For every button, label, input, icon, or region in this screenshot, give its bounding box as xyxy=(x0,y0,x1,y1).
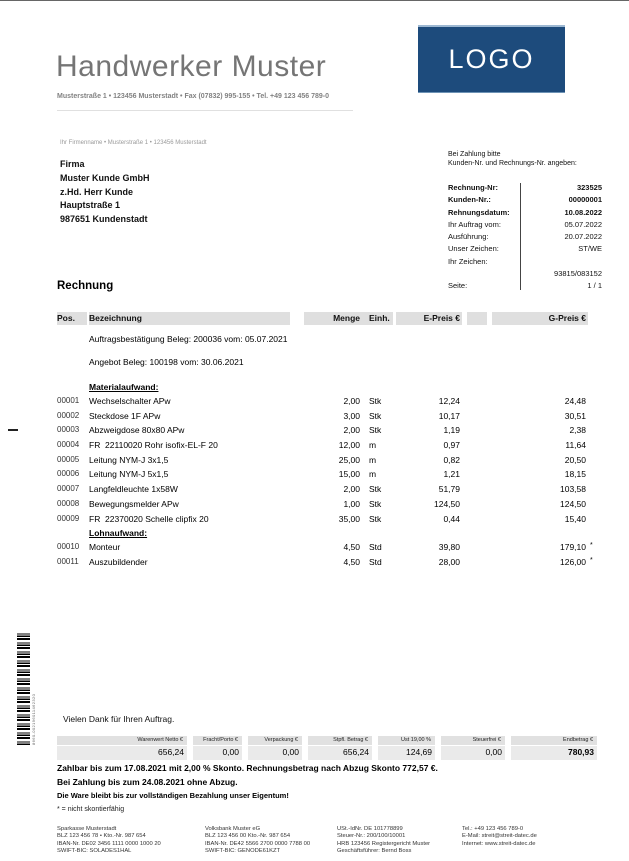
item-row xyxy=(57,555,597,570)
footer-column xyxy=(205,826,310,856)
header-gap xyxy=(290,312,304,325)
item-unit-price: 51,79 xyxy=(438,484,460,495)
col-unit-price-header: E-Preis € xyxy=(396,312,462,325)
item-unit: Stk xyxy=(369,410,382,421)
item-row xyxy=(57,423,597,438)
footer-line: Sparkasse Musterstadt xyxy=(57,826,117,832)
meta-label: Seite: xyxy=(448,281,468,291)
footer-line: Steuer-Nr.: 200/100/10001 xyxy=(337,833,406,840)
item-quantity: 3,00 xyxy=(343,410,360,421)
meta-row xyxy=(448,268,602,280)
item-mid-spacer xyxy=(462,423,492,438)
footer xyxy=(57,826,617,858)
company-logo xyxy=(418,25,565,93)
item-description: FR 22110020 Rohr isofix-EL-F 20 xyxy=(89,440,218,451)
item-description: Steckdose 1F APw xyxy=(89,410,161,421)
note-indent xyxy=(57,353,87,371)
item-description: FR 22370020 Schelle clipfix 20 xyxy=(89,513,209,524)
total-value: 0,00 xyxy=(441,746,505,760)
item-unit-price: 12,24 xyxy=(438,396,460,406)
item-unit: Stk xyxy=(369,425,382,436)
total-label: Warenwert Netto € xyxy=(57,736,187,745)
meta-value: ST/WE xyxy=(578,244,602,254)
total-cell xyxy=(511,736,597,760)
total-value: 124,69 xyxy=(378,746,435,760)
item-star-marker xyxy=(588,394,597,409)
item-mid-spacer xyxy=(462,467,492,482)
meta-row xyxy=(448,182,602,194)
footer-column xyxy=(462,826,537,848)
col-total-price-header: G-Preis € xyxy=(492,312,588,325)
recipient-line: Hauptstraße 1 xyxy=(60,200,121,211)
meta-row xyxy=(448,280,602,292)
total-cell xyxy=(193,736,242,760)
page-top-border xyxy=(0,0,629,1)
item-unit: m xyxy=(369,440,377,451)
col-description-header: Bezeichnung xyxy=(89,312,290,325)
footer-line: SWIFT-BIC: SOLADES1HAL xyxy=(57,848,132,855)
recipient-line: Firma xyxy=(60,159,85,169)
meta-value: 93815/083152 xyxy=(554,269,602,279)
meta-label: Rehnungsdatum: xyxy=(448,207,510,217)
retention-of-title-line: Die Ware bleibt bis zur vollständigen Bezahlung unser Eigentum! xyxy=(57,791,289,800)
total-label: Steuerfrei € xyxy=(441,736,505,745)
footer-line: BLZ 123 456 78 • Kto.-Nr. 987 654 xyxy=(57,833,146,840)
logo-text: LOGO xyxy=(448,44,535,74)
items-table-body xyxy=(57,330,597,570)
item-pos: 00011 xyxy=(57,556,79,566)
item-pos: 00009 xyxy=(57,513,80,523)
footer-line: HRB 123456 Registergericht Muster xyxy=(337,840,431,847)
item-mid-spacer xyxy=(462,394,492,409)
item-mid-spacer xyxy=(462,482,492,497)
item-row xyxy=(57,497,597,512)
header-divider xyxy=(57,110,353,111)
item-unit: Stk xyxy=(369,498,382,509)
item-row xyxy=(57,482,597,497)
meta-label xyxy=(448,268,518,280)
item-description: Abzweigdose 80x80 APw xyxy=(89,425,185,436)
item-star-marker xyxy=(588,482,597,497)
col-pos-header: Pos. xyxy=(57,312,87,325)
item-quantity: 12,00 xyxy=(338,440,360,451)
item-mid-spacer xyxy=(462,555,492,570)
reference-line xyxy=(57,330,597,348)
item-mid-spacer xyxy=(462,438,492,453)
footer-line: BLZ 123 456 00 Kto.-Nr. 987 654 xyxy=(205,833,291,840)
item-star-marker xyxy=(588,512,597,527)
total-value: 0,00 xyxy=(193,746,242,760)
footer-line: SWIFT-BIC: GENODE61KZT xyxy=(205,848,281,855)
meta-value: 10.08.2022 xyxy=(564,207,602,217)
total-label: Ust 19,00 % xyxy=(378,736,435,745)
item-total-price: 2,38 xyxy=(569,425,586,436)
item-unit-price: 0,97 xyxy=(443,440,460,451)
meta-label: Kunden-Nr.: xyxy=(448,195,491,205)
total-value: 780,93 xyxy=(511,746,597,760)
item-quantity: 4,50 xyxy=(343,542,360,553)
item-unit-price: 10,17 xyxy=(438,410,460,421)
item-star-marker xyxy=(588,497,597,512)
item-total-price: 179,10 xyxy=(560,542,586,553)
item-row xyxy=(57,540,597,555)
item-description: Auszubildender xyxy=(89,556,148,567)
meta-label: Ihr Auftrag vom: xyxy=(448,219,501,229)
item-star-marker: * xyxy=(590,556,593,564)
item-total-price: 18,15 xyxy=(564,469,586,480)
payment-note-line2: Kunden-Nr. und Rechnungs-Nr. angeben: xyxy=(448,159,577,167)
footer-line: IBAN-Nr. DE42 5566 2700 0000 7788 00 xyxy=(205,840,311,847)
company-name: Handwerker Muster xyxy=(56,50,327,83)
item-star-marker: * xyxy=(590,542,593,550)
meta-row xyxy=(448,231,602,243)
total-value: 656,24 xyxy=(57,746,187,760)
item-description: Bewegungsmelder APw xyxy=(89,498,179,509)
total-value: 656,24 xyxy=(308,746,372,760)
item-unit-price: 1,21 xyxy=(443,469,460,480)
item-star-marker xyxy=(588,467,597,482)
item-row xyxy=(57,409,597,424)
total-cell xyxy=(57,736,187,760)
item-pos: 00006 xyxy=(57,469,80,479)
footer-line: Internet: www.streit-datec.de xyxy=(462,840,536,847)
item-total-price: 15,40 xyxy=(564,513,586,524)
meta-value: 1 / 1 xyxy=(587,281,602,291)
meta-value: 323525 xyxy=(576,183,602,192)
totals-bar xyxy=(57,736,597,760)
items-table-header xyxy=(57,312,597,325)
meta-divider-line xyxy=(520,183,521,290)
item-description: Langfeldleuchte 1x58W xyxy=(89,484,178,495)
item-star-marker xyxy=(588,438,597,453)
recipient-line: 987651 Kundenstadt xyxy=(60,214,148,225)
terms-net-line: Bei Zahlung bis zum 24.08.2021 ohne Abzug. xyxy=(57,776,238,787)
item-star-marker xyxy=(588,453,597,468)
meta-label: Rechnung-Nr: xyxy=(448,183,498,192)
section-heading-text: Materialaufwand: xyxy=(89,382,159,392)
item-total-price: 124,50 xyxy=(560,498,586,509)
item-unit-price: 124,50 xyxy=(434,498,460,509)
item-total-price: 30,51 xyxy=(564,410,586,421)
item-quantity: 25,00 xyxy=(338,454,360,465)
terms-skonto-line: Zahlbar bis zum 17.08.2021 mit 2,00 % Skonto. Rechnungsbetrag nach Abzug Skonto 772,57 €. xyxy=(57,763,438,773)
item-total-price: 24,48 xyxy=(564,396,586,406)
item-mid-spacer xyxy=(462,453,492,468)
meta-label: Ausführung: xyxy=(448,232,489,242)
item-pos: 00004 xyxy=(57,440,80,450)
section-heading xyxy=(57,380,597,394)
item-quantity: 2,00 xyxy=(343,396,360,406)
note-indent xyxy=(57,330,87,348)
item-unit-price: 1,19 xyxy=(443,425,460,436)
meta-value xyxy=(522,256,602,268)
item-unit-price: 39,80 xyxy=(438,542,460,553)
item-description: Leitung NYM-J 3x1,5 xyxy=(89,454,169,465)
heading-indent xyxy=(57,380,87,394)
item-pos: 00008 xyxy=(57,498,80,508)
total-label: Fracht/Porto € xyxy=(193,736,242,745)
footer-line: Volksbank Muster eG xyxy=(205,826,261,832)
item-description: Leitung NYM-J 5x1,5 xyxy=(89,469,169,480)
meta-row xyxy=(448,243,602,255)
recipient-address xyxy=(60,158,150,227)
item-unit: Stk xyxy=(369,396,382,406)
item-quantity: 4,50 xyxy=(343,556,360,567)
item-pos: 00005 xyxy=(57,454,80,464)
item-pos: 00002 xyxy=(57,410,80,420)
meta-row xyxy=(448,207,602,219)
meta-row xyxy=(448,256,602,268)
item-unit: Stk xyxy=(369,513,382,524)
item-unit: Std xyxy=(369,556,382,567)
invoice-meta-table xyxy=(448,182,602,293)
meta-row xyxy=(448,194,602,206)
item-mid-spacer xyxy=(462,409,492,424)
footer-column xyxy=(337,826,430,856)
company-contact-line: Musterstraße 1 • 123456 Musterstadt • Fax (07832) 995-155 • Tel. +49 123 456 789-0 xyxy=(57,93,330,100)
section-heading xyxy=(57,526,597,540)
footer-line: USt.-IdNr. DE 101778899 xyxy=(337,826,403,832)
item-unit: m xyxy=(369,469,377,480)
footer-column xyxy=(57,826,161,856)
item-row xyxy=(57,512,597,527)
footer-line: Tel.: +49 123 456 789-0 xyxy=(462,826,524,832)
item-pos: 00001 xyxy=(57,396,80,405)
item-row xyxy=(57,438,597,453)
footer-line: E-Mail: streit@streit-datec.de xyxy=(462,833,537,840)
item-mid-spacer xyxy=(462,512,492,527)
sender-return-line: Ihr Firmenname • Musterstraße 1 • 123456 Musterstadt xyxy=(60,140,207,146)
barcode xyxy=(17,632,30,745)
item-quantity: 15,00 xyxy=(338,469,360,480)
item-row xyxy=(57,453,597,468)
item-star-marker xyxy=(588,423,597,438)
total-label: Endbetrag € xyxy=(511,736,597,745)
item-unit: Stk xyxy=(369,484,382,495)
item-total-price: 11,64 xyxy=(565,440,586,451)
reference-text: Angebot Beleg: 100198 vom: 30.06.2021 xyxy=(89,357,244,367)
item-description: Monteur xyxy=(89,542,121,553)
item-total-price: 126,00 xyxy=(560,556,586,567)
item-total-price: 103,58 xyxy=(560,484,586,495)
item-pos: 00003 xyxy=(57,425,80,435)
item-pos: 00010 xyxy=(57,542,80,552)
col-quantity-header: Menge xyxy=(304,312,362,325)
section-heading-text: Lohnaufwand: xyxy=(89,528,148,539)
reference-text: Auftragsbestätigung Beleg: 200036 vom: 05.07.2021 xyxy=(89,334,288,344)
meta-value: 20.07.2022 xyxy=(564,232,602,242)
total-cell xyxy=(308,736,372,760)
recipient-line: Muster Kunde GmbH xyxy=(60,172,150,183)
col-spacer-header xyxy=(467,312,487,325)
meta-label: Unser Zeichen: xyxy=(448,244,499,254)
item-unit-price: 0,82 xyxy=(443,454,460,465)
item-unit-price: 28,00 xyxy=(438,556,460,567)
meta-value: 00000001 xyxy=(568,195,602,205)
item-pos: 00007 xyxy=(57,484,80,494)
footer-line: Geschäftsführer: Bernd Boss xyxy=(337,848,412,855)
reference-line xyxy=(57,353,597,371)
item-total-price: 20,50 xyxy=(564,454,586,465)
heading-indent xyxy=(57,526,87,540)
item-quantity: 2,00 xyxy=(343,484,360,495)
item-mid-spacer xyxy=(462,497,492,512)
star-legend-line: * = nicht skontierfähig xyxy=(57,805,125,813)
total-label: Stpfl. Betrag € xyxy=(308,736,372,745)
thanks-line: Vielen Dank für Ihren Auftrag. xyxy=(63,714,175,724)
payment-reference-note xyxy=(448,151,577,168)
item-description: Wechselschalter APw xyxy=(89,396,171,406)
item-unit: Std xyxy=(369,542,382,553)
item-unit: m xyxy=(369,454,377,465)
recipient-line: z.Hd. Herr Kunde xyxy=(60,186,134,197)
fold-mark xyxy=(8,429,18,431)
total-cell xyxy=(378,736,435,760)
meta-label: Ihr Zeichen: xyxy=(448,256,488,266)
meta-row xyxy=(448,219,602,231)
item-star-marker xyxy=(588,409,597,424)
total-cell xyxy=(441,736,505,760)
items-table xyxy=(57,312,597,570)
footer-line: IBAN-Nr. DE02 3456 1111 0000 1000 20 xyxy=(57,840,161,847)
item-quantity: 1,00 xyxy=(343,498,360,509)
total-label: Verpackung € xyxy=(248,736,302,745)
payment-note-line1: Bei Zahlung bitte xyxy=(448,151,501,158)
total-value: 0,00 xyxy=(248,746,302,760)
col-unit-header: Einh. xyxy=(362,312,393,325)
item-quantity: 35,00 xyxy=(338,513,360,524)
meta-value: 05.07.2022 xyxy=(564,219,602,229)
item-quantity: 2,00 xyxy=(343,425,360,436)
document-title: Rechnung xyxy=(57,280,114,292)
item-unit-price: 0,44 xyxy=(443,513,460,524)
item-mid-spacer xyxy=(462,540,492,555)
barcode-number: 8660-002196011462320 xyxy=(31,693,36,745)
payment-terms xyxy=(57,762,438,816)
total-cell xyxy=(248,736,302,760)
item-row xyxy=(57,467,597,482)
item-row xyxy=(57,394,597,409)
